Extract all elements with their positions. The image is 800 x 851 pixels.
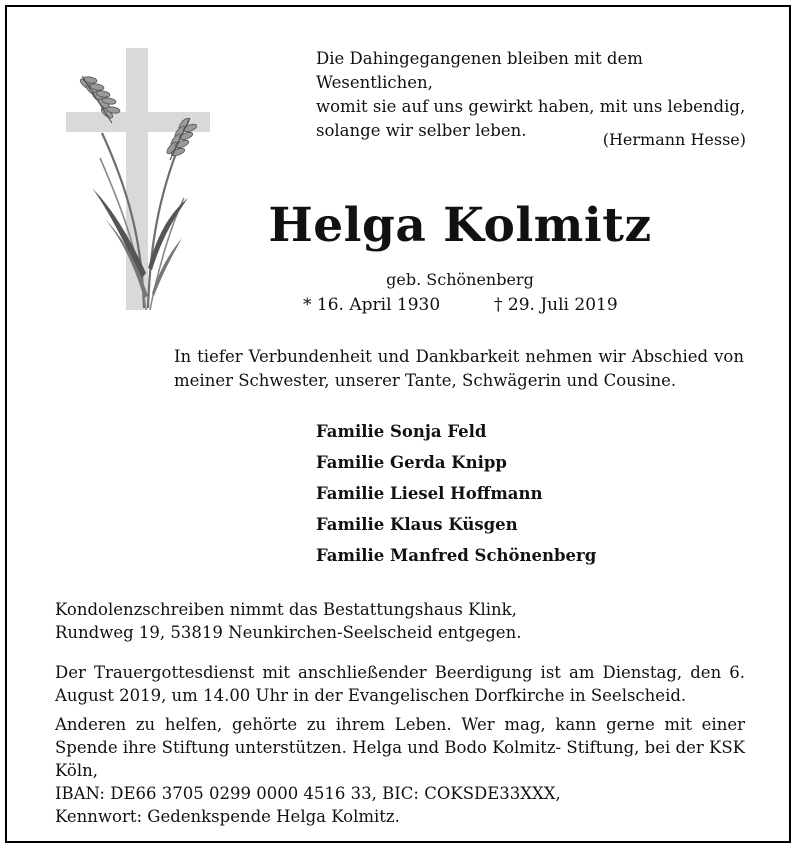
condolence-address: Rundweg 19, 53819 Neunkirchen-Seelscheid entgegen. [55, 623, 522, 642]
deceased-name: Helga Kolmitz [268, 198, 652, 253]
funeral-service-info: Der Trauergottesdienst mit anschließender Beerdigung ist am Dienstag, den 6. August 2019, um 14.00 Uhr in der Evangelischen Dorfkirche in Seelscheid. [55, 663, 745, 705]
family-name: Familie Manfred Schönenberg [316, 546, 597, 565]
family-name: Familie Liesel Hoffmann [316, 484, 543, 503]
hesse-quote [316, 47, 756, 143]
quote-line: solange wir selber leben. [316, 121, 527, 140]
quote-line: womit sie auf uns gewirkt haben, mit uns lebendig, [316, 97, 746, 116]
family-name: Familie Gerda Knipp [316, 453, 507, 472]
family-name: Familie Klaus Küsgen [316, 515, 518, 534]
mourning-families [316, 420, 596, 575]
donation-keyword: Kennwort: Gedenkspende Helga Kolmitz. [55, 807, 400, 826]
bank-details: IBAN: DE66 3705 0299 0000 4516 33, BIC: COKSDE33XXX, [55, 784, 561, 803]
birth-date: * 16. April 1930 [303, 295, 441, 315]
donation-info [55, 713, 745, 828]
death-date: † 29. Juli 2019 [494, 295, 618, 315]
maiden-name: geb. Schönenberg [386, 270, 534, 289]
condolence-line: Kondolenzschreiben nimmt das Bestattungshaus Klink, [55, 600, 517, 619]
quote-line: Die Dahingegangenen bleiben mit dem Wesentlichen, [316, 49, 643, 92]
quote-author: (Hermann Hesse) [602, 130, 746, 149]
donation-text: Anderen zu helfen, gehörte zu ihrem Leben. Wer mag, kann gerne mit einer Spende ihre Stiftung unterstützen. Helga und Bodo Kolmitz- Stiftung, bei der KSK Köln, [55, 715, 745, 780]
farewell-text: In tiefer Verbundenheit und Dankbarkeit nehmen wir Abschied von meiner Schwester, unserer Tante, Schwägerin und Cousine. [174, 347, 744, 390]
family-name: Familie Sonja Feld [316, 422, 487, 441]
condolence-info [55, 598, 745, 644]
